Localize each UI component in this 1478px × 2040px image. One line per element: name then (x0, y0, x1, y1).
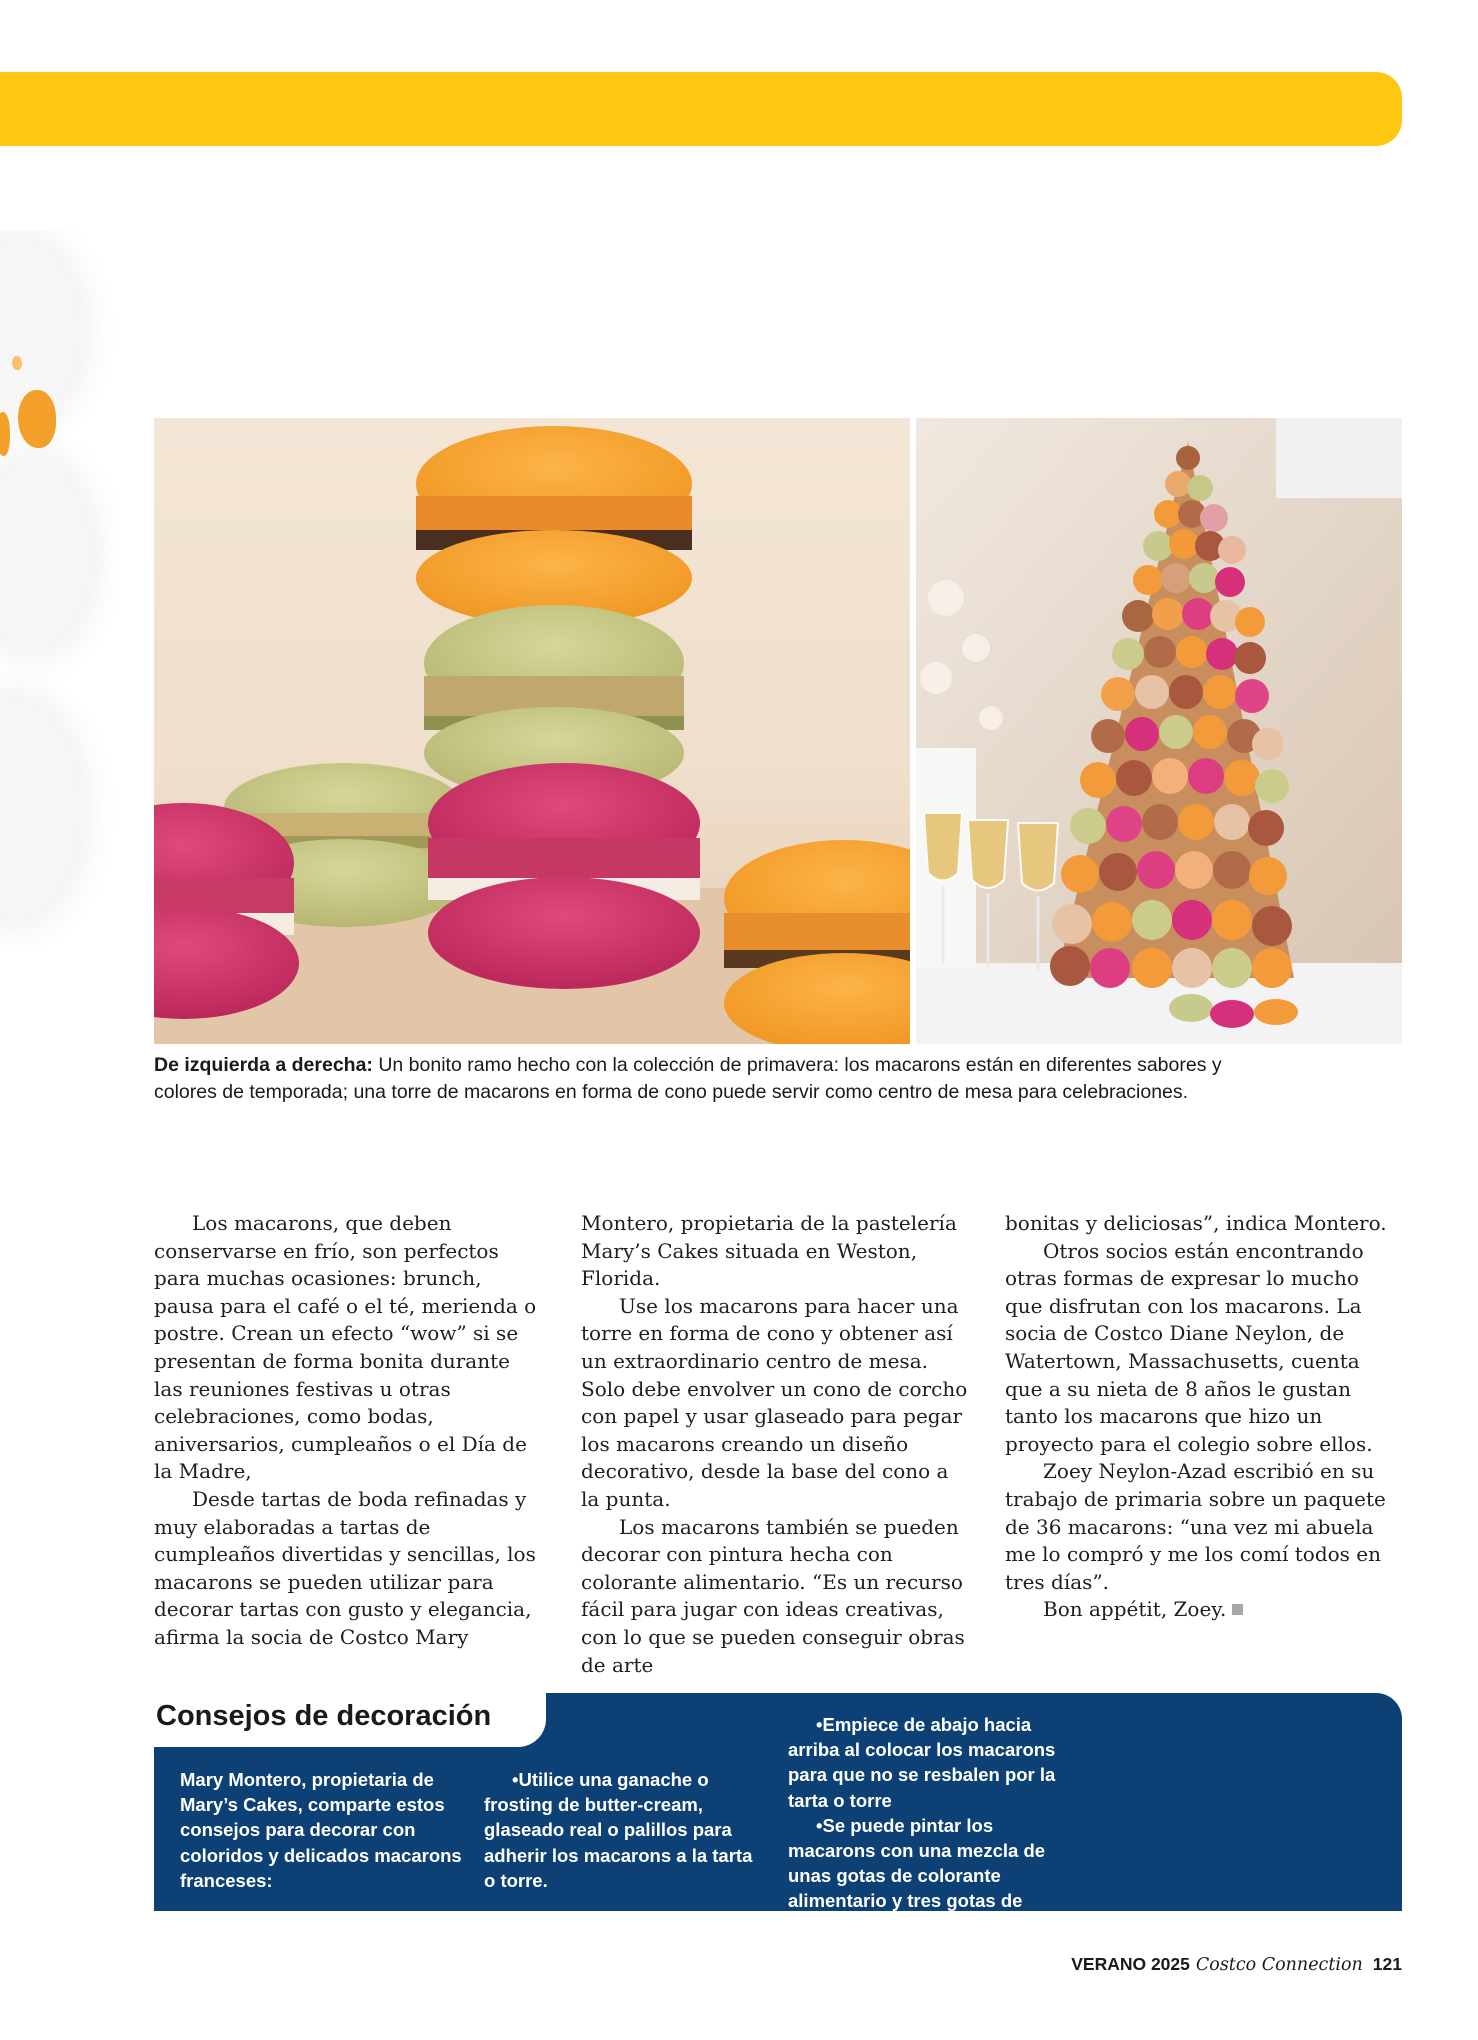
macaron-tower-photo (916, 418, 1402, 1044)
flower-bud (12, 356, 22, 370)
page-footer (1060, 1954, 1402, 1975)
tips-intro (180, 1767, 470, 1893)
macarons-stack-illustration (154, 418, 910, 1044)
article-paragraph: Otros socios están encontrando otras formas de expresar lo mucho que disfrutan con los macarons. La socia de Costco Diane Neylon, de Watertown, Massachusetts, cuenta que a su nieta de 8 años le gustan tanto los macarons que hizo un proyecto para el colegio sobre ellos. (1005, 1238, 1373, 1456)
header-band (0, 72, 1402, 146)
tip-text: •Utilice una ganache o frosting de butter-cream, glaseado real o palillos para adherir los macarons a la tarta o torre. (484, 1769, 753, 1891)
article-paragraph: Los macarons también se pueden decorar con pintura hecha con colorante alimentario. “Es un recurso fácil para jugar con ideas creativas, con lo que se pueden conseguir obras de arte (581, 1514, 965, 1677)
tips-intro-text: Mary Montero, propietaria de Mary’s Cakes, comparte estos consejos para decorar con coloridos y delicados macarons franceses: (180, 1769, 462, 1891)
macaron-pink-left (154, 803, 299, 1019)
macarons-stack-photo (154, 418, 910, 1044)
champagne-glasses (924, 813, 1058, 891)
article-column-1 (154, 1210, 544, 1652)
end-of-article-icon (1232, 1604, 1243, 1615)
macaron-orange-top (416, 426, 692, 626)
caption-line-2: colores de temporada; una torre de macarons en forma de cono puede servir como centro de mesa para celebraciones. (154, 1081, 1189, 1103)
article-paragraph: Desde tartas de boda refinadas y muy elaboradas a tartas de cumpleaños divertidas y sencillas, los macarons se pueden utilizar para decorar tartas con gusto y elegancia, afirma la socia de Costco Mary (154, 1486, 536, 1649)
article-paragraph: Los macarons, que deben conservarse en frío, son perfectos para muchas ocasiones: brunch, pausa para el café o el té, merienda o postre. Crean un efecto “wow” si se presentan de forma bonita durante las reuniones festivas u otras celebraciones, como bodas, aniversarios, cumpleaños o el Día de la Madre, (154, 1211, 537, 1484)
article-paragraph: Zoey Neylon-Azad escribió en su trabajo de primaria sobre un paquete de 36 macarons: “una vez mi abuela me lo compró y me los comí todos en tres días”. (1005, 1459, 1386, 1594)
tip-text: •Se puede pintar los macarons con una mezcla de unas gotas de colorante alimentario y tres gotas de extracto de limón. La “pintura” plateada o dorada aportará un toque extra de elegancia a estas maravillosas galletas.—CG (788, 1814, 1060, 2038)
article-column-2 (581, 1210, 971, 1679)
article-column-3 (1005, 1210, 1395, 1624)
tips-title: Consejos de decoración (156, 1700, 492, 1732)
caption-lead: De izquierda a derecha: (154, 1054, 373, 1076)
article-paragraph: bonitas y deliciosas”, indica Montero. (1005, 1211, 1387, 1235)
article-paragraph: Montero, propietaria de la pastelería Mary’s Cakes situada en Weston, Florida. (581, 1211, 957, 1291)
tip-text: •Empiece de abajo hacia arriba al colocar los macarons para que no se resbalen por la tarta o torre (788, 1714, 1056, 1811)
article-closing: Bon appétit, Zoey. (1043, 1597, 1227, 1622)
macaron-tower-illustration (916, 418, 1402, 1044)
flower-bud (18, 390, 56, 448)
macaron-pink-bottom (428, 763, 700, 989)
footer-magazine: Costco Connection (1195, 1955, 1363, 1975)
decorative-flowers (0, 230, 120, 1050)
photo-caption (154, 1052, 1404, 1106)
article-paragraph: Use los macarons para hacer una torre en forma de cono y obtener así un extraordinario centro de mesa. Solo debe envolver un cono de corcho con papel y usar glaseado para pegar los macarons creando un diseño decorativo, desde la base del cono a la punta. (581, 1293, 968, 1511)
page-number: 121 (1372, 1954, 1402, 1974)
macaron-orange-right (724, 840, 910, 1044)
caption-line-1: Un bonito ramo hecho con la colección de primavera: los macarons están en diferentes sabores y (372, 1054, 1222, 1076)
tip-items-2-3 (788, 1712, 1068, 2040)
footer-season: VERANO 2025 (1071, 1954, 1190, 1974)
tip-item-1 (484, 1767, 764, 1893)
